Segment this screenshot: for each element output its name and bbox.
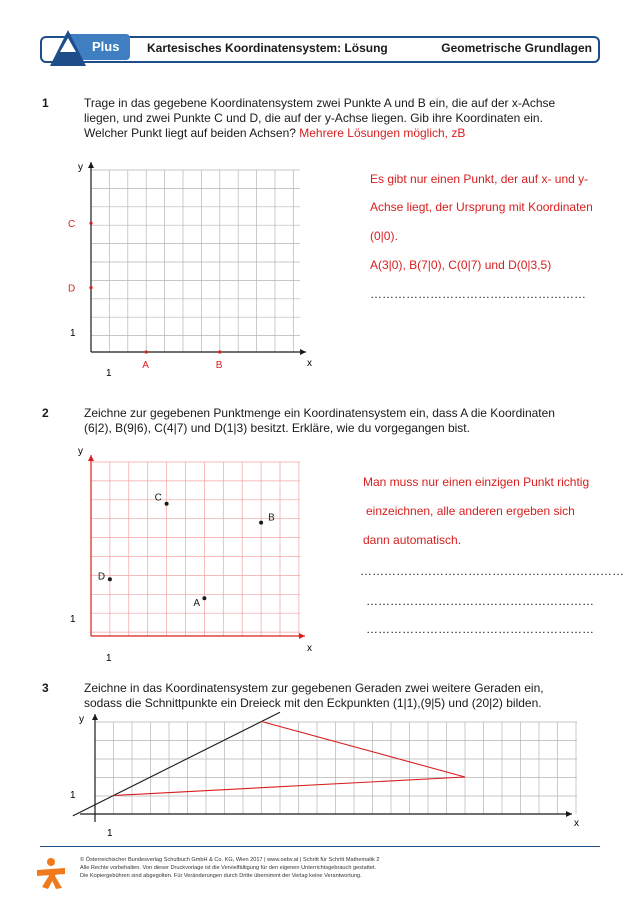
task3-number: 3 — [42, 681, 49, 695]
task1-answer-line1: Es gibt nur einen Punkt, der auf x- und y- — [370, 172, 589, 186]
task3-line2: sodass die Schnittpunkte ein Dreieck mit den Eckpunkten (1|1),(9|5) und (20|2) bilden. — [84, 696, 542, 710]
task2-number: 2 — [42, 406, 49, 420]
task2-dots-line3: ………………………………………………… — [366, 622, 594, 636]
task1-x-label: x — [307, 358, 312, 369]
task2-dots-line1: ………………………………………………………… — [360, 564, 624, 578]
task2-text — [84, 406, 604, 436]
task1-answer-line3: (0|0). — [370, 229, 398, 243]
task1-line2: liegen, und zwei Punkte C und D, die auf der y-Achse liegen. Gib ihre Koordinaten ein. — [84, 111, 543, 125]
task1-y-axis-arrow — [88, 162, 94, 168]
task2-answer-line1: Man muss nur einen einzigen Punkt richtig — [363, 475, 590, 489]
task1-point-label-B: B — [215, 360, 223, 371]
task1-hint: Mehrere Lösungen möglich, zB — [299, 126, 466, 140]
task2-point-label-C: C — [154, 492, 162, 504]
task2-tick-x: 1 — [106, 653, 112, 664]
task1-point-C — [89, 222, 92, 225]
task2-dots-line2: ………………………………………………… — [366, 594, 594, 608]
task1-answer-line4: A(3|0), B(7|0), C(0|7) und D(0|3,5) — [370, 258, 552, 272]
worksheet-title: Kartesisches Koordinatensystem: Lösung — [147, 41, 388, 55]
task3-y-label: y — [79, 714, 84, 725]
task1-number: 1 — [42, 96, 49, 110]
task2-x-label: x — [307, 643, 312, 654]
task1-tick-y: 1 — [70, 328, 76, 339]
task1-tick-x: 1 — [106, 368, 112, 379]
task3-x-label: x — [574, 818, 579, 829]
task3-tick-y: 1 — [70, 790, 76, 801]
task2-y-axis-arrow — [88, 455, 94, 461]
task3-line1: Zeichne in das Koordinatensystem zur gegebenen Geraden zwei weitere Geraden ein, — [84, 681, 544, 695]
task2-point-label-D: D — [97, 571, 106, 583]
task1-point-B — [218, 350, 221, 353]
logo-text: Plus — [92, 39, 120, 54]
task1-point-label-D: D — [68, 283, 76, 295]
task1-answer-dots: ……………………………………………… — [370, 287, 586, 301]
task3-x-axis-arrow — [566, 811, 572, 817]
task1-point-D — [89, 286, 92, 289]
worksheet-subject: Geometrische Grundlagen — [441, 41, 592, 55]
task2-answer-line3: dann automatisch. — [363, 533, 462, 547]
task3-text — [84, 681, 604, 711]
publisher-logo — [34, 856, 68, 890]
task1-point-A — [145, 350, 148, 353]
task2-point-A — [202, 596, 206, 600]
task1-y-label: y — [78, 162, 83, 173]
task1-question: Welcher Punkt liegt auf beiden Achsen? — [84, 126, 296, 140]
footer-rights: Alle Rechte vorbehalten. Von dieser Druckvorlage ist die Vervielfältigung für den eigenen Unterrichtsgebrauch gestattet. — [80, 865, 377, 871]
task2-point-label-A: A — [193, 598, 201, 610]
task2-line1: Zeichne zur gegebenen Punktmenge ein Koordinatensystem ein, dass A die Koordinaten — [84, 406, 555, 420]
task3-given-line — [73, 712, 280, 816]
task1-point-label-A: A — [142, 360, 149, 371]
task2-line2: (6|2), B(9|6), C(4|7) und D(1|3) besitzt. Erkläre, wie du vorgegangen bist. — [84, 421, 470, 435]
task3-solution-line-1 — [114, 777, 466, 796]
task3-y-axis-arrow — [92, 714, 98, 720]
task1-line1: Trage in das gegebene Koordinatensystem zwei Punkte A und B ein, die auf der x-Achse — [84, 96, 556, 110]
footer-rule — [40, 846, 600, 847]
task1-point-label-C: C — [68, 219, 76, 231]
task2-point-C — [165, 502, 169, 506]
task3-tick-x: 1 — [107, 828, 113, 839]
footer-liability: Die Kopiergebühren sind abgegolten. Für Veränderungen durch Dritte übernimmt der Verlag keine Verantwortung. — [80, 873, 362, 879]
task2-point-D — [108, 577, 112, 581]
task3-solution-line-2 — [262, 722, 466, 778]
task2-tick-y: 1 — [70, 614, 76, 625]
task2-x-axis-arrow — [299, 633, 305, 639]
task1-answer-line2: Achse liegt, der Ursprung mit Koordinaten — [370, 200, 593, 214]
task2-answer-line2: einzeichnen, alle anderen ergeben sich — [366, 504, 575, 518]
task1-x-axis-arrow — [300, 349, 306, 355]
task2-y-label: y — [78, 446, 83, 457]
task2-point-label-B: B — [268, 512, 275, 524]
footer-copyright: © Österreichischer Bundesverlag Schulbuch GmbH & Co. KG, Wien 2017 | www.oebv.at | Schritt für Schritt Mathematik 2 — [80, 857, 380, 863]
task2-point-B — [259, 521, 263, 525]
